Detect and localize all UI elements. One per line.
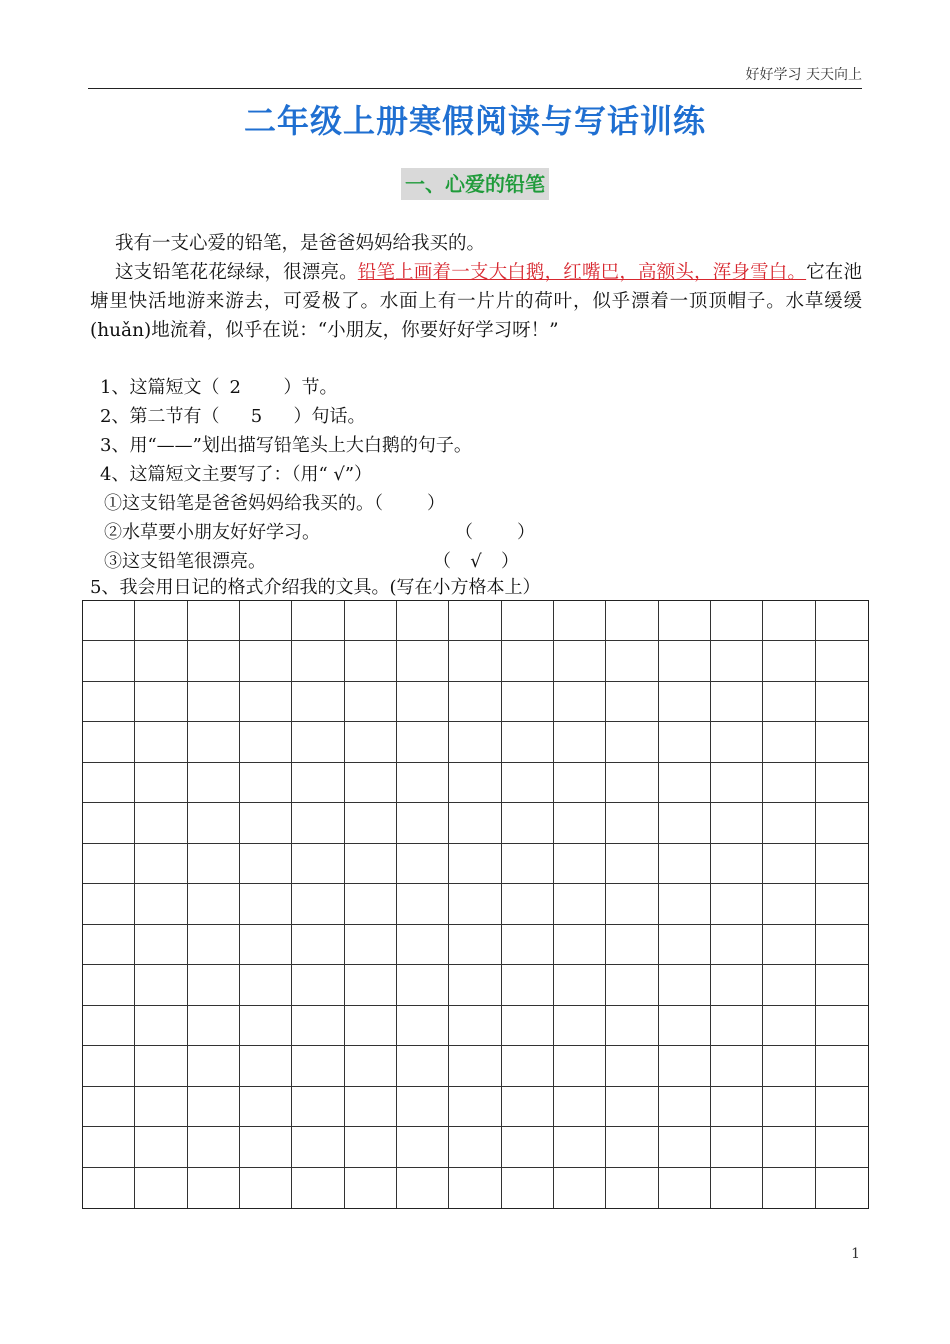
grid-cell[interactable] [502, 1087, 554, 1127]
grid-cell[interactable] [240, 682, 292, 722]
grid-cell[interactable] [188, 682, 240, 722]
grid-cell[interactable] [763, 601, 815, 641]
grid-cell[interactable] [449, 682, 501, 722]
grid-cell[interactable] [83, 601, 135, 641]
option-1-text: ①这支铅笔是爸爸妈妈给我买的。 [104, 493, 374, 514]
grid-cell[interactable] [449, 1006, 501, 1046]
question-1-suffix: ）节。 [283, 377, 338, 398]
grid-cell[interactable] [554, 763, 606, 803]
grid-cell[interactable] [554, 601, 606, 641]
grid-cell[interactable] [449, 722, 501, 762]
grid-cell[interactable] [554, 641, 606, 681]
grid-cell[interactable] [554, 1006, 606, 1046]
grid-cell[interactable] [816, 884, 868, 924]
grid-cell[interactable] [345, 763, 397, 803]
grid-cell[interactable] [345, 1127, 397, 1167]
grid-cell[interactable] [816, 641, 868, 681]
grid-cell[interactable] [816, 682, 868, 722]
grid-cell[interactable] [292, 1168, 344, 1208]
grid-cell[interactable] [711, 1168, 763, 1208]
grid-cell[interactable] [659, 1127, 711, 1167]
grid-cell[interactable] [240, 1046, 292, 1086]
question-4-option-2 [100, 518, 535, 547]
grid-cell[interactable] [345, 844, 397, 884]
grid-cell[interactable] [816, 803, 868, 843]
grid-cell[interactable] [502, 1006, 554, 1046]
grid-cell[interactable] [711, 884, 763, 924]
grid-cell[interactable] [449, 844, 501, 884]
grid-cell[interactable] [554, 722, 606, 762]
grid-cell[interactable] [502, 965, 554, 1005]
grid-cell[interactable] [502, 601, 554, 641]
grid-cell[interactable] [83, 844, 135, 884]
grid-cell[interactable] [554, 965, 606, 1005]
grid-cell[interactable] [449, 763, 501, 803]
grid-cell[interactable] [397, 803, 449, 843]
grid-cell[interactable] [135, 641, 187, 681]
grid-cell[interactable] [449, 803, 501, 843]
option-1-paren: （ ） [374, 493, 445, 514]
grid-cell[interactable] [397, 641, 449, 681]
grid-cell[interactable] [83, 1127, 135, 1167]
question-1 [100, 373, 472, 402]
grid-cell[interactable] [397, 682, 449, 722]
section-heading-wrap [0, 168, 950, 200]
grid-cell[interactable] [711, 925, 763, 965]
grid-cell[interactable] [240, 1168, 292, 1208]
grid-cell[interactable] [292, 682, 344, 722]
grid-cell[interactable] [816, 844, 868, 884]
grid-cell[interactable] [135, 925, 187, 965]
grid-cell[interactable] [449, 925, 501, 965]
grid-cell[interactable] [606, 844, 658, 884]
grid-cell[interactable] [345, 1087, 397, 1127]
grid-cell[interactable] [188, 925, 240, 965]
question-4-option-1 [100, 489, 472, 518]
grid-cell[interactable] [763, 965, 815, 1005]
option-2-text: ②水草要小朋友好好学习。 [104, 522, 320, 543]
grid-cell[interactable] [449, 1046, 501, 1086]
grid-cell[interactable] [763, 925, 815, 965]
grid-cell[interactable] [606, 601, 658, 641]
grid-cell[interactable] [397, 601, 449, 641]
grid-cell[interactable] [449, 641, 501, 681]
passage-text-before: 这支铅笔花花绿绿，很漂亮。 [114, 262, 358, 283]
grid-cell[interactable] [240, 722, 292, 762]
grid-cell[interactable] [345, 925, 397, 965]
grid-cell[interactable] [240, 641, 292, 681]
grid-cell[interactable] [292, 1087, 344, 1127]
grid-cell[interactable] [606, 722, 658, 762]
grid-cell[interactable] [502, 1046, 554, 1086]
grid-cell[interactable] [816, 1046, 868, 1086]
grid-cell[interactable] [292, 1006, 344, 1046]
grid-cell[interactable] [659, 601, 711, 641]
grid-cell[interactable] [711, 1087, 763, 1127]
grid-cell[interactable] [502, 722, 554, 762]
grid-cell[interactable] [606, 763, 658, 803]
grid-cell[interactable] [816, 1168, 868, 1208]
grid-cell[interactable] [135, 1006, 187, 1046]
grid-cell[interactable] [659, 844, 711, 884]
grid-cell[interactable] [711, 965, 763, 1005]
grid-cell[interactable] [135, 1168, 187, 1208]
grid-cell[interactable] [135, 1087, 187, 1127]
grid-cell[interactable] [240, 925, 292, 965]
grid-cell[interactable] [292, 884, 344, 924]
grid-cell[interactable] [659, 641, 711, 681]
option-3-mark[interactable]: √ [470, 551, 482, 572]
grid-cell[interactable] [397, 884, 449, 924]
grid-cell[interactable] [606, 1127, 658, 1167]
grid-cell[interactable] [345, 965, 397, 1005]
grid-cell[interactable] [763, 722, 815, 762]
grid-cell[interactable] [816, 601, 868, 641]
grid-cell[interactable] [397, 722, 449, 762]
grid-cell[interactable] [606, 1087, 658, 1127]
grid-cell[interactable] [240, 1006, 292, 1046]
grid-cell[interactable] [135, 1046, 187, 1086]
grid-cell[interactable] [659, 1006, 711, 1046]
grid-cell[interactable] [554, 844, 606, 884]
grid-cell[interactable] [345, 1168, 397, 1208]
grid-cell[interactable] [554, 1087, 606, 1127]
grid-cell[interactable] [188, 884, 240, 924]
grid-cell[interactable] [240, 763, 292, 803]
grid-cell[interactable] [292, 1127, 344, 1167]
grid-cell[interactable] [763, 1127, 815, 1167]
grid-cell[interactable] [711, 1127, 763, 1167]
grid-cell[interactable] [188, 722, 240, 762]
grid-cell[interactable] [711, 803, 763, 843]
grid-cell[interactable] [554, 682, 606, 722]
grid-cell[interactable] [83, 1006, 135, 1046]
grid-cell[interactable] [135, 803, 187, 843]
grid-cell[interactable] [240, 1087, 292, 1127]
grid-cell[interactable] [292, 925, 344, 965]
grid-cell[interactable] [397, 1006, 449, 1046]
grid-cell[interactable] [449, 965, 501, 1005]
question-2-prefix: 2、第二节有（ [100, 406, 220, 427]
grid-cell[interactable] [345, 641, 397, 681]
grid-cell[interactable] [449, 601, 501, 641]
section-title: 一、心爱的铅笔 [401, 168, 549, 200]
option-3-paren: （ √ ） [433, 547, 519, 576]
grid-cell[interactable] [502, 763, 554, 803]
question-2-answer[interactable]: 5 [250, 406, 263, 427]
grid-cell[interactable] [659, 1087, 711, 1127]
grid-cell[interactable] [816, 965, 868, 1005]
grid-cell[interactable] [711, 682, 763, 722]
grid-cell[interactable] [711, 1046, 763, 1086]
grid-cell[interactable] [397, 844, 449, 884]
grid-cell[interactable] [83, 1046, 135, 1086]
grid-cell[interactable] [83, 925, 135, 965]
header-rule [88, 88, 862, 89]
grid-cell[interactable] [606, 965, 658, 1005]
grid-cell[interactable] [659, 1046, 711, 1086]
grid-cell[interactable] [397, 763, 449, 803]
question-3: 3、用“——”划出描写铅笔头上大白鹅的句子。 [100, 435, 472, 456]
grid-cell[interactable] [397, 1127, 449, 1167]
grid-cell[interactable] [83, 682, 135, 722]
grid-cell[interactable] [240, 884, 292, 924]
grid-cell[interactable] [659, 1168, 711, 1208]
grid-cell[interactable] [816, 1087, 868, 1127]
grid-cell[interactable] [188, 1168, 240, 1208]
question-list [100, 373, 535, 576]
question-1-prefix: 1、这篇短文（ [100, 377, 220, 398]
grid-cell[interactable] [449, 1087, 501, 1127]
grid-cell[interactable] [763, 1087, 815, 1127]
grid-cell[interactable] [188, 601, 240, 641]
grid-cell[interactable] [816, 925, 868, 965]
grid-cell[interactable] [240, 1127, 292, 1167]
grid-cell[interactable] [135, 763, 187, 803]
grid-cell[interactable] [135, 601, 187, 641]
grid-cell[interactable] [449, 884, 501, 924]
grid-cell[interactable] [711, 844, 763, 884]
grid-cell[interactable] [502, 925, 554, 965]
grid-cell[interactable] [345, 682, 397, 722]
grid-cell[interactable] [83, 722, 135, 762]
grid-cell[interactable] [554, 925, 606, 965]
grid-cell[interactable] [292, 722, 344, 762]
grid-cell[interactable] [292, 641, 344, 681]
grid-cell[interactable] [711, 601, 763, 641]
grid-cell[interactable] [763, 1046, 815, 1086]
grid-cell[interactable] [292, 601, 344, 641]
grid-cell[interactable] [83, 965, 135, 1005]
grid-cell[interactable] [345, 884, 397, 924]
grid-cell[interactable] [345, 1006, 397, 1046]
grid-cell[interactable] [606, 1168, 658, 1208]
grid-cell[interactable] [502, 884, 554, 924]
grid-cell[interactable] [397, 1168, 449, 1208]
grid-cell[interactable] [554, 1046, 606, 1086]
grid-cell[interactable] [502, 682, 554, 722]
grid-cell[interactable] [606, 803, 658, 843]
grid-cell[interactable] [135, 884, 187, 924]
grid-cell[interactable] [240, 601, 292, 641]
grid-cell[interactable] [292, 803, 344, 843]
writing-grid[interactable] [82, 600, 869, 1209]
grid-cell[interactable] [135, 1127, 187, 1167]
grid-cell[interactable] [763, 844, 815, 884]
grid-cell[interactable] [292, 844, 344, 884]
grid-cell[interactable] [502, 844, 554, 884]
grid-cell[interactable] [188, 1127, 240, 1167]
question-2 [100, 402, 472, 431]
grid-cell[interactable] [345, 722, 397, 762]
reading-passage [90, 229, 862, 345]
grid-cell[interactable] [83, 884, 135, 924]
grid-cell[interactable] [816, 763, 868, 803]
grid-cell[interactable] [763, 1168, 815, 1208]
question-4-option-3 [100, 547, 519, 576]
grid-cell[interactable] [711, 641, 763, 681]
grid-cell[interactable] [345, 601, 397, 641]
grid-cell[interactable] [345, 1046, 397, 1086]
question-2-suffix: ）句话。 [293, 406, 366, 427]
grid-cell[interactable] [763, 1006, 815, 1046]
grid-cell[interactable] [554, 1127, 606, 1167]
grid-cell[interactable] [502, 1168, 554, 1208]
option-3-text: ③这支铅笔很漂亮。 [104, 551, 266, 572]
grid-cell[interactable] [659, 682, 711, 722]
page-title: 二年级上册寒假阅读与写话训练 [243, 102, 706, 140]
grid-cell[interactable] [397, 1087, 449, 1127]
grid-cell[interactable] [188, 763, 240, 803]
grid-cell[interactable] [188, 1006, 240, 1046]
grid-cell[interactable] [659, 763, 711, 803]
grid-cell[interactable] [135, 844, 187, 884]
question-5: 5、我会用日记的格式介绍我的文具。(写在小方格本上） [90, 577, 541, 598]
grid-cell[interactable] [816, 1006, 868, 1046]
grid-cell[interactable] [83, 803, 135, 843]
grid-cell[interactable] [763, 803, 815, 843]
grid-cell[interactable] [711, 763, 763, 803]
grid-cell[interactable] [502, 1127, 554, 1167]
grid-cell[interactable] [83, 1087, 135, 1127]
page-number: 1 [851, 1246, 860, 1262]
grid-cell[interactable] [188, 844, 240, 884]
grid-cell[interactable] [188, 641, 240, 681]
grid-cell[interactable] [502, 641, 554, 681]
grid-cell[interactable] [502, 803, 554, 843]
header-motto: 好好学习 天天向上 [745, 67, 862, 83]
grid-cell[interactable] [449, 1127, 501, 1167]
grid-cell[interactable] [240, 803, 292, 843]
grid-cell[interactable] [659, 925, 711, 965]
grid-cell[interactable] [816, 722, 868, 762]
grid-cell[interactable] [449, 1168, 501, 1208]
grid-cell[interactable] [554, 1168, 606, 1208]
grid-cell[interactable] [397, 1046, 449, 1086]
grid-cell[interactable] [135, 965, 187, 1005]
grid-cell[interactable] [711, 722, 763, 762]
grid-cell[interactable] [292, 763, 344, 803]
question-4: 4、这篇短文主要写了：（用“ √”） [100, 464, 373, 485]
grid-cell[interactable] [188, 1046, 240, 1086]
grid-cell[interactable] [188, 803, 240, 843]
grid-cell[interactable] [397, 965, 449, 1005]
grid-cell[interactable] [606, 682, 658, 722]
grid-cell[interactable] [83, 1168, 135, 1208]
grid-cell[interactable] [554, 803, 606, 843]
grid-cell[interactable] [606, 884, 658, 924]
grid-cell[interactable] [659, 722, 711, 762]
passage-paragraph-2 [90, 258, 862, 345]
grid-cell[interactable] [606, 641, 658, 681]
grid-cell[interactable] [606, 1006, 658, 1046]
grid-cell[interactable] [345, 803, 397, 843]
grid-cell[interactable] [711, 1006, 763, 1046]
grid-cell[interactable] [292, 965, 344, 1005]
grid-cell[interactable] [763, 682, 815, 722]
grid-cell[interactable] [188, 965, 240, 1005]
passage-paragraph-1: 我有一支心爱的铅笔，是爸爸妈妈给我买的。 [114, 233, 485, 254]
grid-cell[interactable] [659, 803, 711, 843]
grid-cell[interactable] [83, 641, 135, 681]
grid-cell[interactable] [606, 925, 658, 965]
grid-cell[interactable] [83, 763, 135, 803]
grid-cell[interactable] [659, 884, 711, 924]
grid-cell[interactable] [816, 1127, 868, 1167]
grid-cell[interactable] [554, 884, 606, 924]
grid-cell[interactable] [135, 722, 187, 762]
grid-cell[interactable] [240, 965, 292, 1005]
option-2-paren: （ ） [455, 522, 535, 543]
grid-cell[interactable] [135, 682, 187, 722]
grid-cell[interactable] [606, 1046, 658, 1086]
grid-cell[interactable] [763, 763, 815, 803]
grid-cell[interactable] [188, 1087, 240, 1127]
grid-cell[interactable] [292, 1046, 344, 1086]
grid-cell[interactable] [659, 965, 711, 1005]
passage-text-after: 它在池塘里快活地游来游去，可爱极了。水面上有一片片的荷叶，似乎漂着一顶顶帽子。水草缓缓(huǎn)地流着，似乎在说：“小朋友，你要好好学习呀！” [90, 262, 862, 341]
grid-cell[interactable] [397, 925, 449, 965]
question-1-answer[interactable]: 2 [229, 377, 241, 398]
grid-cell[interactable] [763, 884, 815, 924]
grid-cell[interactable] [763, 641, 815, 681]
highlighted-sentence: 铅笔上画着一支大白鹅，红嘴巴，高额头，浑身雪白。 [357, 262, 807, 283]
grid-cell[interactable] [240, 844, 292, 884]
